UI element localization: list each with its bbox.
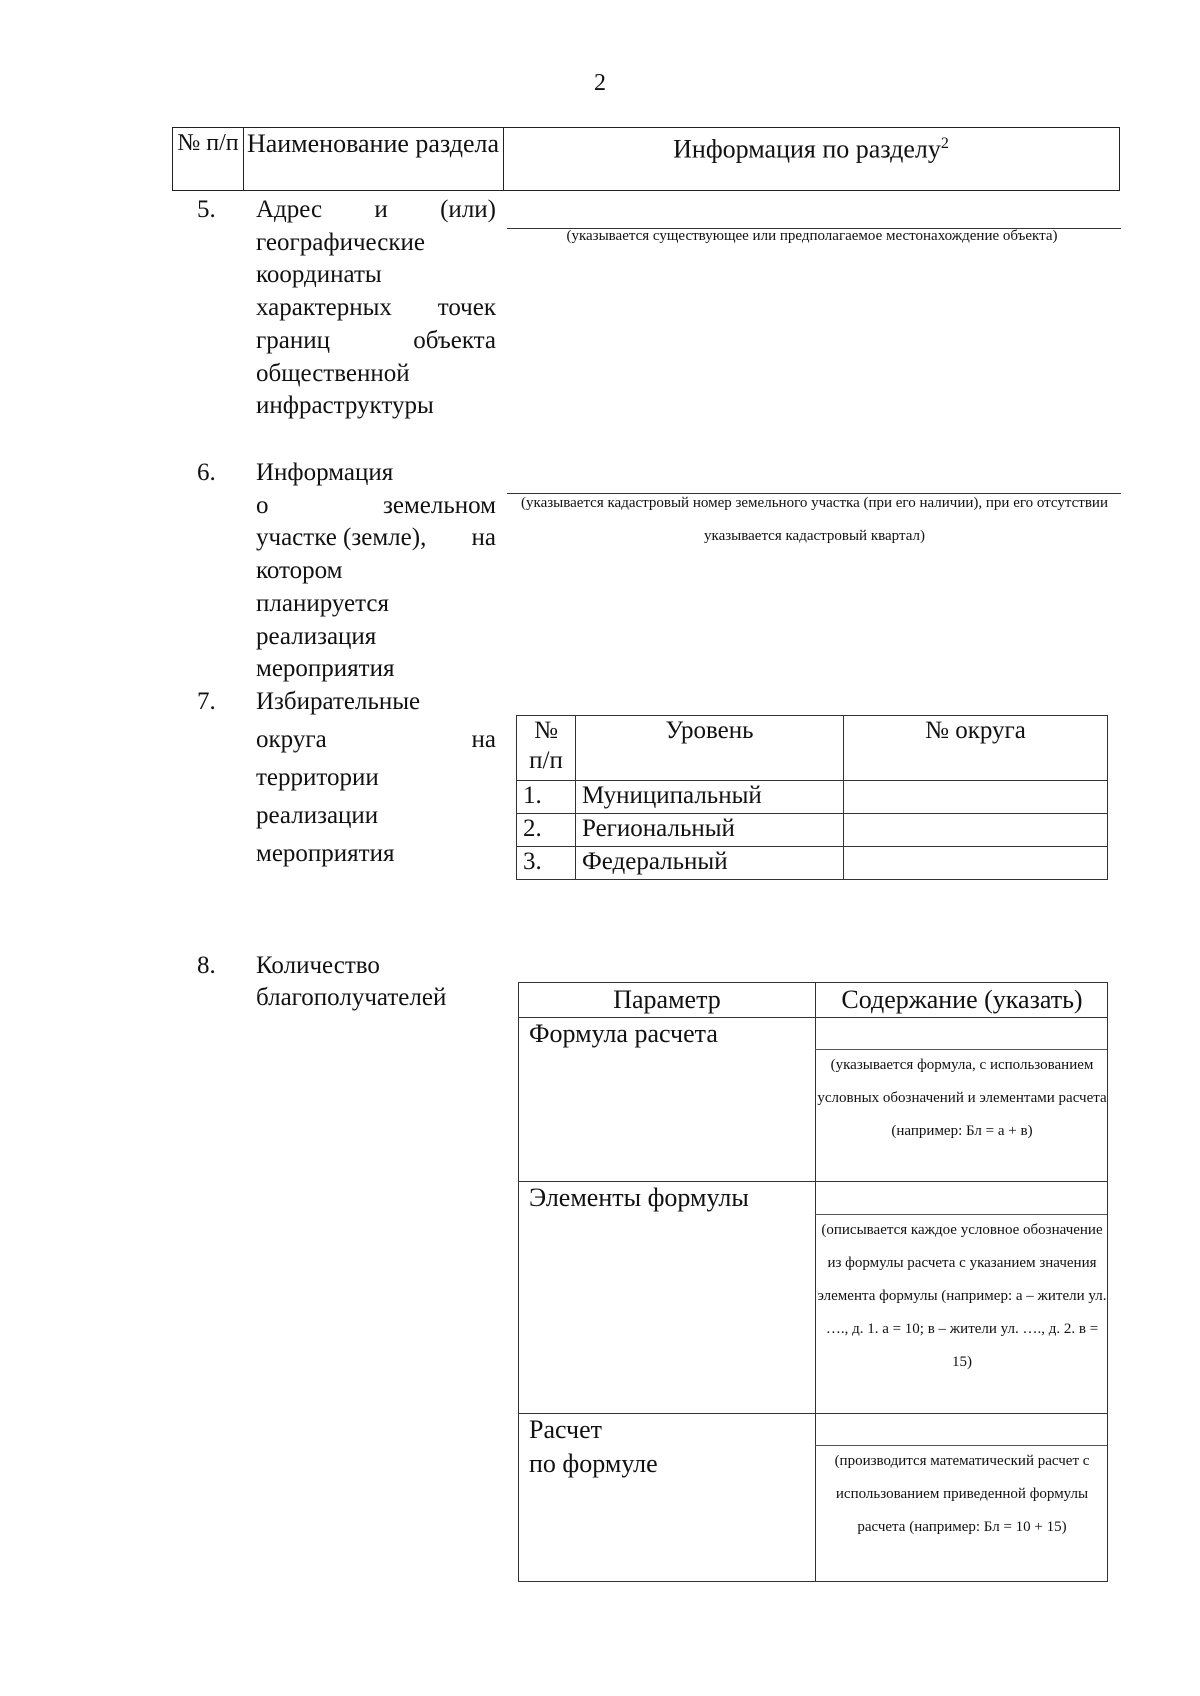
districts-table: [516, 715, 1108, 880]
row-6-label-line-7: мероприятия: [256, 655, 395, 683]
district-row-value[interactable]: [844, 814, 1108, 847]
word: объекта: [413, 326, 496, 354]
row-8-number: 8.: [197, 952, 216, 979]
districts-header-row: [517, 716, 1108, 781]
row-5-label-line-5: [256, 325, 496, 358]
word: характерных: [256, 294, 392, 322]
word: (или): [440, 196, 496, 223]
row-8-label-line-1: Количество: [256, 952, 380, 979]
row-6-label-line-1: Информация: [256, 459, 394, 486]
table-row: [517, 847, 1108, 880]
word: на: [471, 524, 496, 552]
header-section-name-cell: Наименование раздела: [243, 128, 504, 190]
column-divider: [815, 983, 816, 1581]
param-calculation: [529, 1413, 658, 1481]
page-number: 2: [594, 70, 606, 96]
districts-header-number: № п/п: [517, 716, 576, 781]
beneficiaries-table: [518, 982, 1108, 1582]
formula-note: (указывается формула, с использованием условных обозначений и элементами расчета (например: Бл = а + в): [817, 1057, 1107, 1139]
row-5-label-line-3: координаты: [256, 261, 382, 289]
row-5-label-line-2: географические: [256, 228, 425, 256]
beneficiaries-header-content: Содержание (указать): [841, 985, 1083, 1014]
district-row-number: 2.: [517, 814, 576, 847]
header-table: [172, 127, 1120, 191]
header-info-cell: [503, 128, 1119, 190]
row-6-label-line-2: [256, 490, 496, 523]
word: земельном: [383, 491, 496, 519]
row-7-label-line-4: реализации: [256, 802, 379, 829]
word: Адрес: [256, 196, 323, 223]
row-7-label-line-5: мероприятия: [256, 840, 395, 867]
table-row: [517, 814, 1108, 847]
beneficiaries-header-param: Параметр: [613, 985, 721, 1014]
word: округа: [256, 726, 327, 753]
word: участке (землe),: [256, 524, 427, 552]
param-calculation-line-2: по формуле: [529, 1449, 658, 1478]
row-6-label-line-6: реализация: [256, 622, 377, 650]
district-row-level: Региональный: [576, 814, 844, 847]
district-row-number: 1.: [517, 781, 576, 814]
param-elements: Элементы формулы: [529, 1183, 749, 1212]
district-row-value[interactable]: [844, 781, 1108, 814]
header-info-text: Информация по разделу: [673, 134, 941, 164]
word: и: [374, 196, 388, 223]
row-8-label-line-2: благополучателей: [256, 984, 447, 1011]
word: точек: [437, 294, 496, 322]
district-row-value[interactable]: [844, 847, 1108, 880]
row-5-label-line-6: общественной: [256, 359, 410, 387]
header-number-cell: № п/п: [173, 128, 244, 190]
word: границ: [256, 326, 330, 354]
row-5-label-line-7: инфраструктуры: [256, 392, 434, 420]
row-7-label-line-2: [256, 721, 496, 759]
row-5-number: 5.: [197, 196, 216, 223]
word: на: [471, 726, 496, 753]
row-6-label-line-4: котором: [256, 557, 343, 585]
elements-note: (описывается каждое условное обозначение из формулы расчета с указанием значения элемента формулы (например: а – жители ул. …., д. 1. а = 10; в – жители ул. …., д. 2. в = 15): [817, 1222, 1107, 1370]
calculation-note: (производится математический расчет с использованием приведенной формулы расчета (например: Бл = 10 + 15): [834, 1453, 1090, 1535]
row-5-label-line-4: [256, 292, 496, 325]
district-row-number: 3.: [517, 847, 576, 880]
table-row: [517, 781, 1108, 814]
districts-header-level: Уровень: [576, 716, 844, 781]
row-5-note: (указывается существующее или предполагаемое местонахождение объекта): [566, 228, 1058, 244]
district-row-level: Муниципальный: [576, 781, 844, 814]
row-7-label-line-3: территории: [256, 764, 379, 791]
footnote-mark: 2: [940, 135, 949, 152]
row-6-label-line-3: [256, 522, 496, 555]
row-5-label-line-1: [256, 194, 496, 227]
row-7-number: 7.: [197, 688, 216, 715]
districts-header-district: № округа: [844, 716, 1108, 781]
row-6-label-line-5: планируется: [256, 589, 389, 617]
row-7-label: [256, 683, 496, 873]
row-6-note: (указывается кадастровый номер земельного участка (при его наличии), при его отсутствии указывается кадастровый квартал): [521, 495, 1108, 544]
row-6-label: [256, 457, 496, 686]
param-calculation-line-1: Расчет: [529, 1415, 602, 1444]
row-5-label: [256, 194, 496, 423]
row-7-label-line-1: Избирательные: [256, 688, 421, 715]
row-6-number: 6.: [197, 459, 216, 486]
word: о: [256, 491, 269, 519]
row-8-label: [256, 950, 496, 1014]
district-row-level: Федеральный: [576, 847, 844, 880]
param-formula: Формула расчета: [529, 1019, 718, 1048]
